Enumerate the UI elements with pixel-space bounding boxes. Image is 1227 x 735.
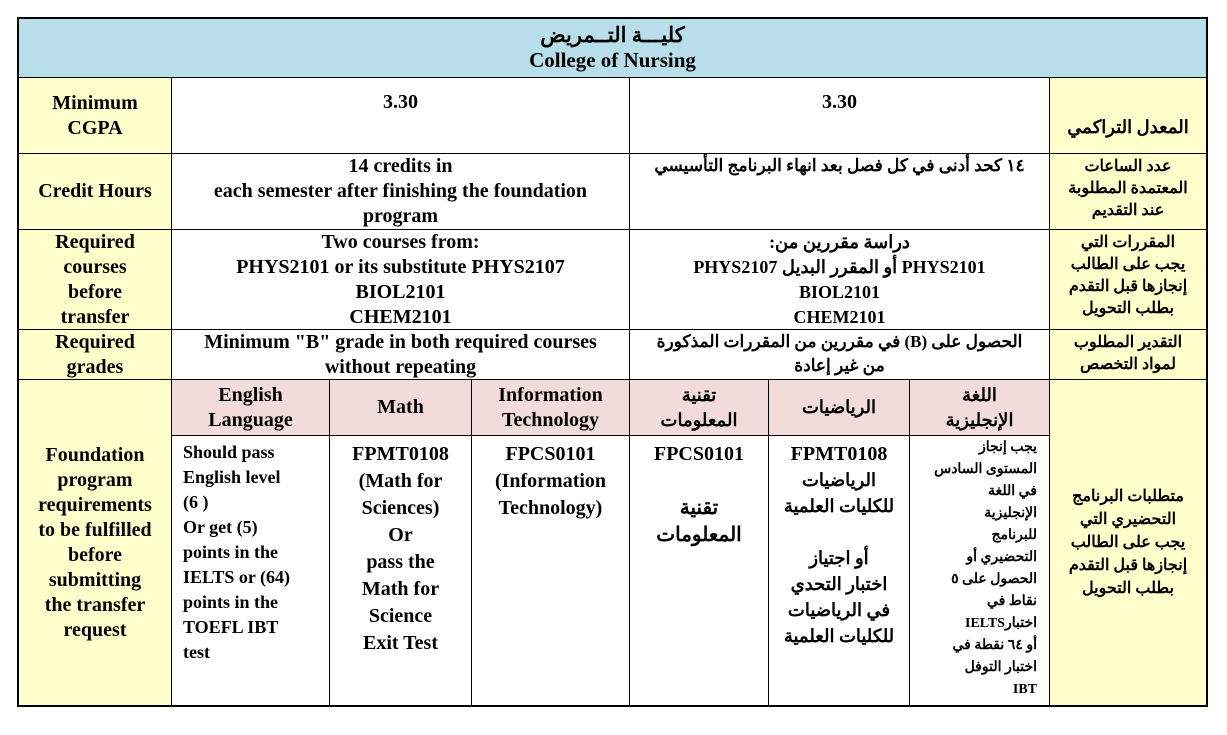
college-title-ar: كليـــة التــمريض <box>540 23 685 47</box>
cgpa-value-en: 3.30 <box>172 78 630 154</box>
it-requirement-ar: FPCS0101 تقنية المعلومات <box>630 436 769 705</box>
table-header <box>19 19 1206 78</box>
credit-label-en: Credit Hours <box>19 154 172 230</box>
math-requirement-en: FPMT0108 (Math for Sciences) Or pass the Math for Science Exit Test <box>330 436 472 705</box>
courses-value-ar: دراسة مقررين من: PHYS2101 أو المقرر البديل PHYS2107 BIOL2101 CHEM2101 <box>630 230 1050 330</box>
english-requirement-en: Should pass English level (6 ) Or get (5) points in the IELTS or (64) points in the TOEFL IBT test <box>172 436 330 705</box>
math-header-ar: الرياضيات <box>769 380 910 436</box>
grades-value-ar: الحصول على (B) في مقررين من المقررات المذكورة من غير إعادة <box>630 330 1050 380</box>
information-technology-header: Information Technology <box>472 380 630 436</box>
credit-value-ar: ١٤ كحد أدنى في كل فصل بعد انهاء البرنامج التأسيسي <box>630 154 1050 230</box>
foundation-label-en: Foundation program requirements to be fulfilled before submitting the transfer request <box>19 380 172 705</box>
foundation-label-ar: متطلبات البرنامج التحضيري التي يجب على الطالب إنجازها قبل التقدم بطلب التحويل <box>1050 380 1206 705</box>
grades-value-en: Minimum "B" grade in both required courses without repeating <box>172 330 630 380</box>
credit-value-en: 14 credits in each semester after finishing the foundation program <box>172 154 630 230</box>
credit-label-ar: عدد الساعات المعتمدة المطلوبة عند التقديم <box>1050 154 1206 230</box>
cgpa-value-ar: 3.30 <box>630 78 1050 154</box>
cgpa-label-en: Minimum CGPA <box>19 78 172 154</box>
courses-label-en: Required courses before transfer <box>19 230 172 330</box>
english-requirement-ar: يجب إنجاز المستوى السادس في اللغة الإنجليزية للبرنامج التحضيري أو الحصول على ٥ نقاط في اختبارIELTS أو ٦٤ نقطة في اختبار التوفل IBT <box>910 436 1050 705</box>
cgpa-label-ar: المعدل التراكمي <box>1050 78 1206 154</box>
math-header: Math <box>330 380 472 436</box>
transfer-requirements-table <box>17 17 1208 707</box>
english-header-ar: اللغة الإنجليزية <box>910 380 1050 436</box>
courses-value-en: Two courses from: PHYS2101 or its substitute PHYS2107 BIOL2101 CHEM2101 <box>172 230 630 330</box>
it-requirement-en: FPCS0101 (Information Technology) <box>472 436 630 705</box>
english-language-header: English Language <box>172 380 330 436</box>
college-title-en: College of Nursing <box>529 48 696 72</box>
courses-label-ar: المقررات التي يجب على الطالب إنجازها قبل التقدم بطلب التحويل <box>1050 230 1206 330</box>
math-requirement-ar: FPMT0108 الرياضيات للكليات العلمية أو اجتياز اختبار التحدي في الرياضيات للكليات العلمية <box>769 436 910 705</box>
grades-label-en: Required grades <box>19 330 172 380</box>
it-header-ar: تقنية المعلومات <box>630 380 769 436</box>
grades-label-ar: التقدير المطلوب لمواد التخصص <box>1050 330 1206 380</box>
